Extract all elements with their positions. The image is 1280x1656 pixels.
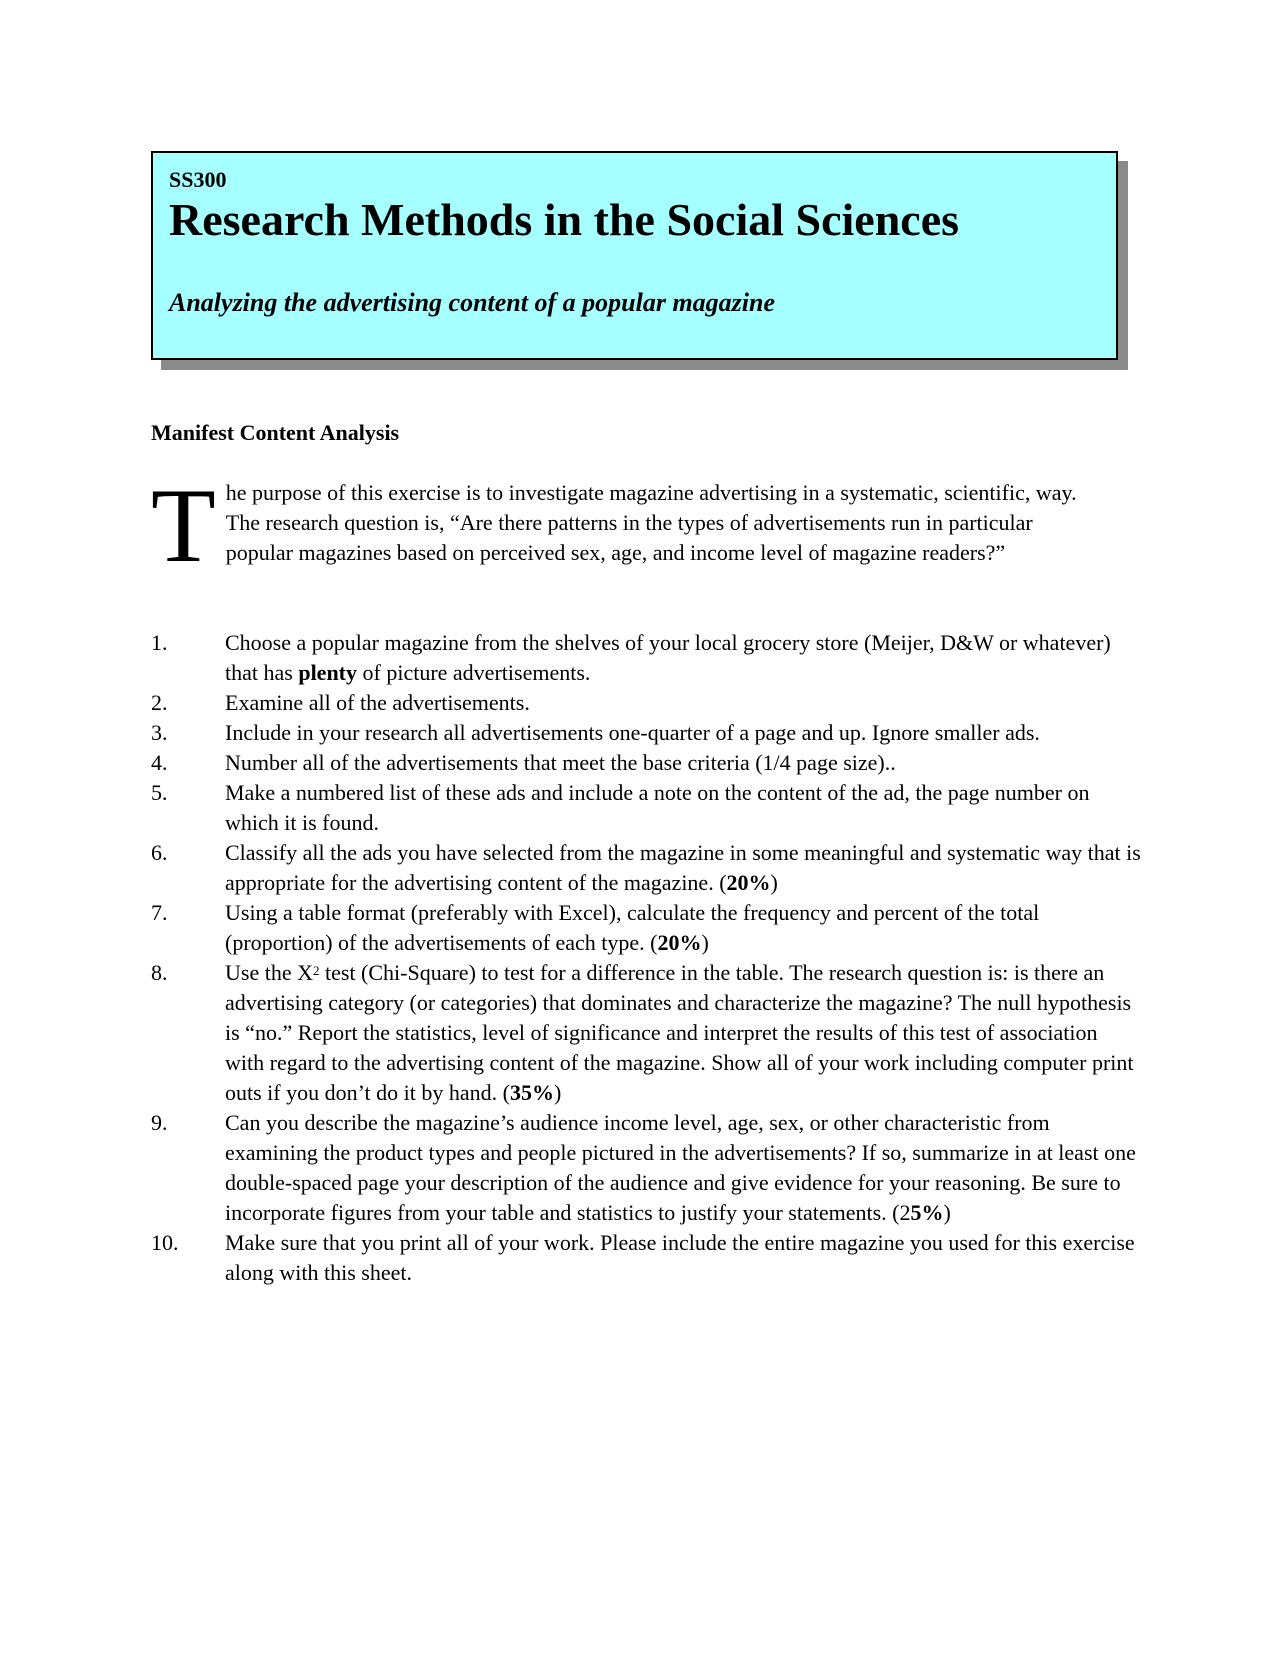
step-text: Make a numbered list of these ads and include a note on the content of the ad, the page number on which it is found.: [225, 780, 1090, 835]
list-item: [151, 838, 1141, 898]
list-item: [151, 1228, 1141, 1288]
step-text-end: ): [943, 1200, 951, 1225]
grade-weight: 20%: [726, 870, 771, 895]
step-text: test (Chi-Square) to test for a difference in the table. The research question is: is there an advertising category (or categories) that dominates and characterize the magazine? The null hypothesis is “no.” Report the statistics, level of significance and interpret the results of this test of association with regard to the advertising content of the magazine. Show all of your work including computer print outs if you don’t do it by hand. (: [225, 960, 1134, 1105]
list-item: [151, 718, 1141, 748]
step-number: 1.: [151, 630, 168, 655]
step-text: Can you describe the magazine’s audience income level, age, sex, or other characteristic from examining the product types and people pictured in the advertisements? If so, summarize in at least one double-spaced page your description of the audience and give evidence for your reasoning. Be sure to incorporate figures from your table and statistics to justify your statements. (2: [225, 1110, 1136, 1225]
intro-paragraph: [151, 467, 1091, 584]
step-number: 7.: [151, 900, 168, 925]
step-text: Choose a popular magazine from the shelves of your local grocery store (Meijer, D&W or whatever) that has: [225, 630, 1111, 685]
intro-text: he purpose of this exercise is to investigate magazine advertising in a systematic, scientific, way. The research question is, “Are there patterns in the types of advertisements run in particular popular magazines based on perceived sex, age, and income level of magazine readers?”: [225, 480, 1077, 565]
grade-weight: 5%: [910, 1200, 944, 1225]
step-number: 4.: [151, 750, 168, 775]
step-number: 9.: [151, 1110, 168, 1135]
list-item: [151, 1108, 1141, 1228]
step-number: 8.: [151, 960, 168, 985]
step-text: Include in your research all advertisements one-quarter of a page and up. Ignore smaller ads.: [225, 720, 1040, 745]
section-heading: Manifest Content Analysis: [151, 420, 400, 445]
step-number: 10.: [151, 1230, 179, 1255]
step-number: 6.: [151, 840, 168, 865]
list-item: [151, 898, 1141, 958]
step-text-end: of picture advertisements.: [357, 660, 591, 685]
step-emphasis: plenty: [298, 660, 358, 685]
list-item: [151, 958, 1141, 1108]
grade-weight: 20%: [657, 930, 702, 955]
list-item: [151, 778, 1141, 838]
superscript-exponent: 2: [312, 963, 320, 978]
step-text: Using a table format (preferably with Excel), calculate the frequency and percent of the total (proportion) of the advertisements of each type. (: [225, 900, 1040, 955]
step-number: 5.: [151, 780, 168, 805]
step-number: 2.: [151, 690, 168, 715]
list-item: [151, 628, 1141, 688]
course-header-box: [151, 151, 1118, 360]
step-text-end: ): [770, 870, 778, 895]
step-text: Classify all the ads you have selected from the magazine in some meaningful and systematic way that is appropriate for the advertising content of the magazine. (: [225, 840, 1141, 895]
list-item: [151, 688, 1141, 718]
course-code: SS300: [169, 167, 227, 192]
step-text: Make sure that you print all of your work. Please include the entire magazine you used for this exercise along with this sheet.: [225, 1230, 1135, 1285]
step-text-pre: Use the X: [225, 960, 313, 985]
step-text: Number all of the advertisements that meet the base criteria (1/4 page size)..: [225, 750, 896, 775]
course-title: Research Methods in the Social Sciences: [169, 194, 960, 245]
instruction-steps-list: [151, 628, 1141, 1288]
step-number: 3.: [151, 720, 168, 745]
step-text: Examine all of the advertisements.: [225, 690, 530, 715]
drop-cap-letter: T: [151, 467, 216, 584]
grade-weight: 35%: [509, 1080, 554, 1105]
list-item: [151, 748, 1141, 778]
step-text-end: ): [701, 930, 709, 955]
course-subtitle: Analyzing the advertising content of a popular magazine: [169, 288, 776, 317]
step-text-end: ): [553, 1080, 562, 1105]
